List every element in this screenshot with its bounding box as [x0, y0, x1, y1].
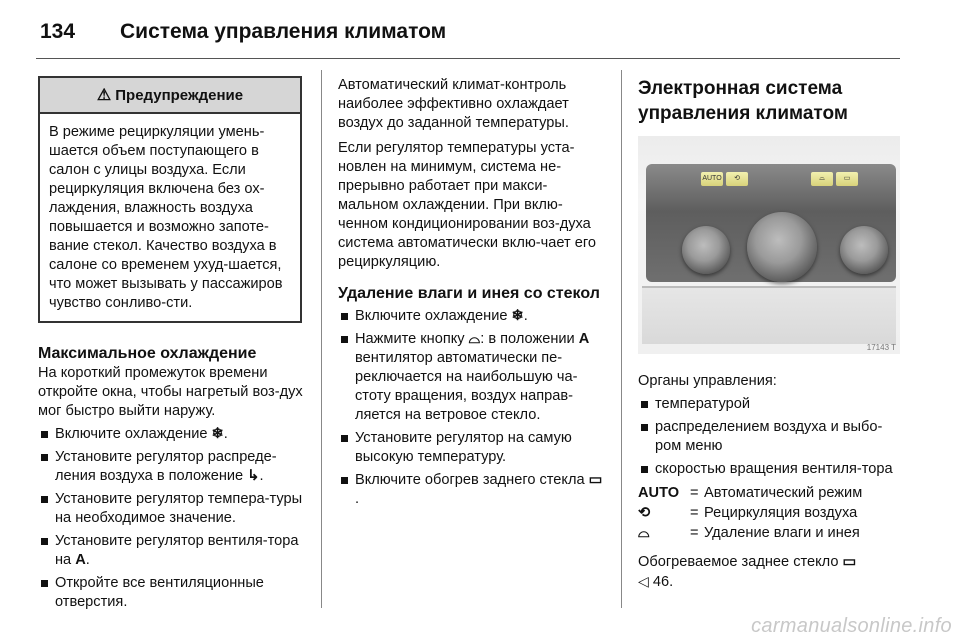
warning-title: Предупреждение [115, 86, 244, 104]
column-divider-1 [321, 70, 322, 608]
rear-window-heating-icon: ▭ [588, 472, 603, 488]
column-1 [38, 76, 306, 612]
electronic-climate-heading: Электронная система управления климатом [638, 78, 848, 124]
header-divider [36, 58, 900, 59]
list-item: Включите охлаждение ❄. [38, 425, 306, 444]
defrost-button [811, 172, 833, 186]
auto-climate-paragraph: Автоматический климат-контроль наиболее эффективно охлаждает воздух до заданной температуры. [338, 77, 569, 131]
list-item: Включите охлаждение ❄. [338, 307, 606, 326]
climate-panel-photo [638, 136, 900, 354]
rear-heating-button [836, 172, 858, 186]
watermark: carmanualsonline.info [751, 615, 952, 637]
temperature-knob [682, 226, 730, 274]
max-cooling-intro: На короткий промежуток времени откройте окна, чтобы нагретый воз-дух мог быстро выйти наружу. [38, 365, 303, 419]
warning-box [38, 76, 302, 323]
warning-text: В режиме рециркуляции умень-шается объем поступающего в салон с улицы воздуха. Если рециркуляция включена без ох-лаждения, влажность воздуха повышается и возможно запоте-вание стекол. Качество воздуха в салоне со временем ухуд-шается, что может вызывать у пассажиров чувство сонливо-сти. [49, 124, 283, 311]
list-item: Установите регулятор темпера-туры на необходимое значение. [38, 490, 306, 528]
recirculation-icon: ⟲ [734, 175, 740, 182]
list-item: Установите регулятор вентиля-тора на A. [38, 532, 306, 570]
warning-triangle-icon: ⚠ [96, 87, 112, 104]
recirculation-icon: ⟲ [638, 505, 651, 521]
control-panel [646, 164, 896, 282]
page-reference-icon: ◁ [638, 573, 649, 589]
page-reference-link[interactable]: 46. [652, 574, 674, 590]
list-item: Установите регулятор на самую высокую температуру. [338, 429, 606, 467]
column-2 [338, 76, 606, 509]
auto-button: AUTO [701, 172, 723, 186]
windshield-defrost-icon: ⌓ [468, 331, 481, 347]
warning-header [40, 78, 300, 114]
page-header [36, 10, 926, 52]
photo-code: 17143 T [866, 343, 896, 352]
list-item: Включите обогрев заднего стекла ▭. [338, 471, 606, 509]
snowflake-icon: ❄ [211, 426, 224, 442]
legend-row-recirculation: ⟲ = Рециркуляция воздуха [638, 505, 858, 521]
defog-heading: Удаление влаги и инея со стекол [338, 285, 600, 302]
rear-heating-reference: Обогреваемое заднее стекло ▭ ◁ 46. [638, 554, 857, 590]
page-number: 134 [40, 20, 76, 43]
list-item: Откройте все вентиляционные отверстия. [38, 574, 306, 612]
snowflake-icon: ❄ [511, 308, 524, 324]
air-distribution-knob [747, 212, 817, 282]
max-cooling-heading: Максимальное охлаждение [38, 345, 257, 362]
symbol-legend [638, 483, 908, 543]
controls-label: Органы управления: [638, 373, 777, 389]
recirculation-button [726, 172, 748, 186]
list-item: скоростью вращения вентиля-тора [638, 460, 908, 479]
rear-window-heating-icon: ▭ [842, 554, 857, 570]
panel-lower-trim [642, 286, 896, 344]
list-item: Установите регулятор распреде-ления воздуха в положение ↳. [38, 448, 306, 486]
rear-window-heating-icon: ▭ [843, 175, 851, 182]
legend-row-defrost: ⌓ = Удаление влаги и инея [638, 525, 860, 541]
max-cooling-section [38, 344, 306, 612]
windshield-defrost-icon: ⌓ [819, 175, 825, 182]
list-item: распределением воздуха и выбо-ром меню [638, 418, 908, 456]
legend-row-auto: AUTO = Автоматический режим [638, 485, 863, 501]
air-distribution-icon: ↳ [247, 468, 260, 484]
column-3 [638, 76, 908, 592]
windshield-defrost-icon: ⌓ [638, 525, 650, 541]
min-temp-paragraph: Если регулятор температуры уста-новлен на минимум, система не-прерывно работает при макси-мальном охлаждении. При вклю-ченном кондиционировании воз-духа система автоматически вклю-чает его рециркуляцию. [338, 140, 596, 270]
page-title: Система управления климатом [120, 20, 447, 43]
list-item: Нажмите кнопку ⌓: в положении A вентилятор автоматически пе-реключается на наибольшую ча-стоту вращения, воздух направ-ляется на ветровое стекло. [338, 330, 606, 425]
column-divider-2 [621, 70, 622, 608]
list-item: температурой [638, 395, 908, 414]
fan-speed-knob [840, 226, 888, 274]
